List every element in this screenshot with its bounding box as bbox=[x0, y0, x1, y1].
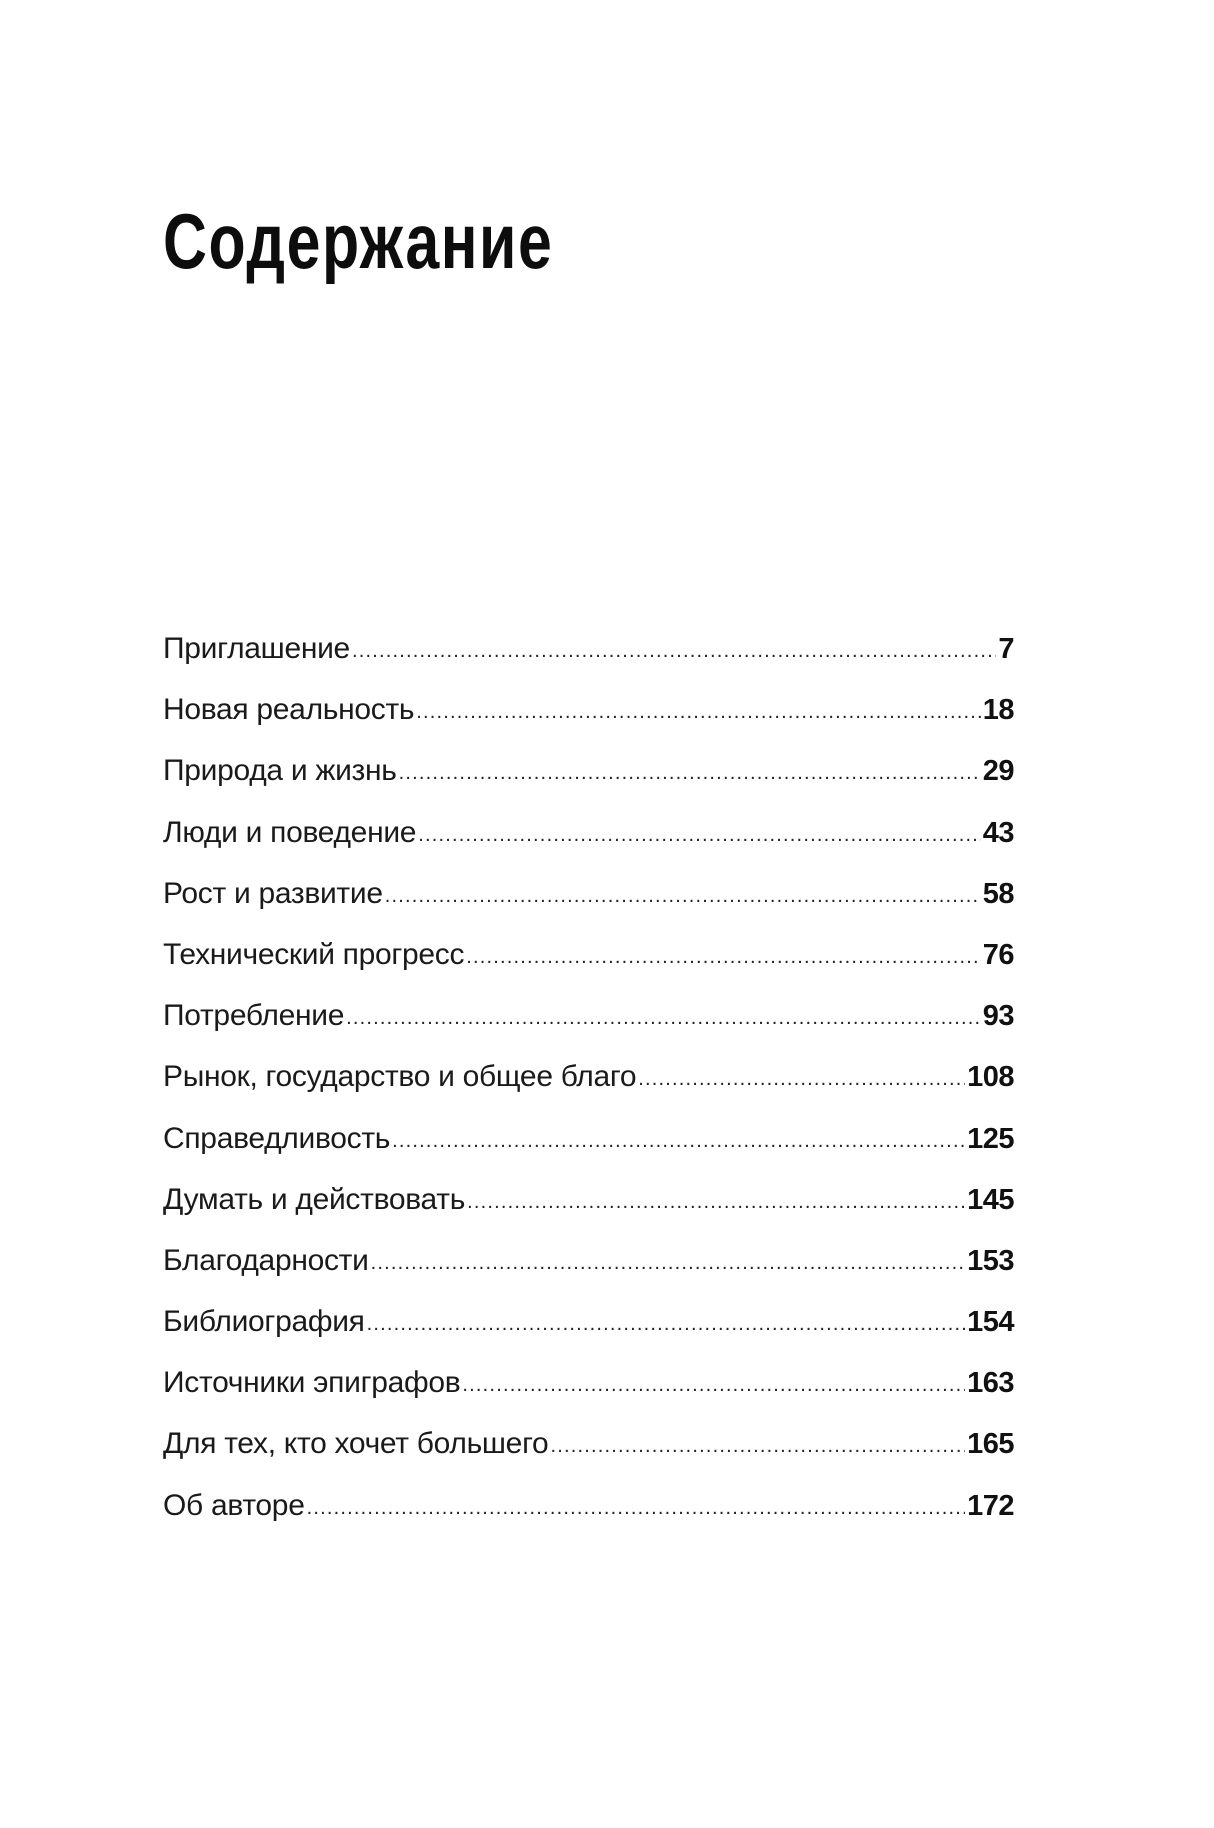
toc-entry-page-number: 108 bbox=[967, 1061, 1014, 1094]
dot-leader bbox=[467, 1172, 965, 1233]
toc-entry-title: Природа и жизнь bbox=[163, 754, 397, 788]
toc-entry-page-number: 29 bbox=[982, 755, 1014, 788]
toc-entry[interactable] bbox=[163, 985, 1014, 1046]
toc-entry[interactable] bbox=[163, 1413, 1014, 1474]
toc-entry-title: Рынок, государство и общее благо bbox=[163, 1060, 637, 1094]
toc-entry[interactable] bbox=[163, 924, 1014, 985]
toc-entry[interactable] bbox=[163, 618, 1014, 679]
dot-leader bbox=[352, 621, 996, 682]
toc-entry-page-number: 154 bbox=[967, 1306, 1014, 1339]
toc-entry[interactable] bbox=[163, 1108, 1014, 1169]
toc-entry[interactable] bbox=[163, 679, 1014, 740]
dot-leader bbox=[638, 1049, 965, 1110]
toc-entry-page-number: 165 bbox=[967, 1428, 1014, 1461]
toc-entry[interactable] bbox=[163, 1046, 1014, 1107]
dot-leader bbox=[399, 743, 981, 804]
dot-leader bbox=[307, 1478, 966, 1539]
toc-entry[interactable] bbox=[163, 1352, 1014, 1413]
dot-leader bbox=[416, 682, 981, 743]
toc-entry-title: Справедливость bbox=[163, 1121, 391, 1155]
toc-entry[interactable] bbox=[163, 740, 1014, 801]
toc-entry[interactable] bbox=[163, 1475, 1014, 1536]
toc-entry-page-number: 58 bbox=[982, 877, 1014, 910]
toc-entry-title: Думать и действовать bbox=[163, 1182, 466, 1216]
toc-entry-title: Приглашение bbox=[163, 632, 350, 665]
toc-entry-title: Об авторе bbox=[163, 1488, 305, 1522]
toc-entry[interactable] bbox=[163, 802, 1014, 863]
toc-entry-title: Новая реальность bbox=[163, 693, 415, 727]
toc-entry-page-number: 43 bbox=[982, 816, 1014, 849]
toc-entry-title: Источники эпиграфов bbox=[163, 1366, 461, 1400]
dot-leader bbox=[418, 805, 981, 866]
toc-entry-page-number: 163 bbox=[967, 1367, 1014, 1400]
toc-entry-title: Библиография bbox=[163, 1305, 365, 1339]
toc-entry-page-number: 7 bbox=[998, 633, 1014, 665]
toc-entry-page-number: 93 bbox=[982, 1000, 1014, 1033]
toc-entry[interactable] bbox=[163, 863, 1014, 924]
toc-entry-page-number: 145 bbox=[967, 1183, 1014, 1216]
toc-entry-title: Люди и поведение bbox=[163, 815, 417, 849]
toc-entry-page-number: 18 bbox=[982, 694, 1014, 727]
toc-entry-page-number: 125 bbox=[967, 1122, 1014, 1155]
dot-leader bbox=[371, 1233, 966, 1294]
toc-entry[interactable] bbox=[163, 1291, 1014, 1352]
toc-entry-title: Для тех, кто хочет большего bbox=[163, 1427, 549, 1461]
toc-entry-title: Технический прогресс bbox=[163, 937, 465, 971]
page-title: Содержание bbox=[163, 197, 554, 285]
toc-entry-title: Благодарности bbox=[163, 1243, 369, 1277]
dot-leader bbox=[346, 988, 981, 1049]
toc-entry-page-number: 172 bbox=[967, 1489, 1014, 1522]
toc-entry-title: Потребление bbox=[163, 999, 345, 1033]
dot-leader bbox=[367, 1294, 965, 1355]
dot-leader bbox=[550, 1416, 965, 1477]
dot-leader bbox=[466, 927, 981, 988]
dot-leader bbox=[385, 866, 981, 927]
toc-entry-title: Рост и развитие bbox=[163, 876, 383, 910]
toc-entry[interactable] bbox=[163, 1169, 1014, 1230]
table-of-contents bbox=[163, 618, 1014, 1536]
toc-entry[interactable] bbox=[163, 1230, 1014, 1291]
dot-leader bbox=[462, 1355, 965, 1416]
toc-entry-page-number: 76 bbox=[982, 938, 1014, 971]
dot-leader bbox=[392, 1111, 965, 1172]
toc-entry-page-number: 153 bbox=[967, 1244, 1014, 1277]
